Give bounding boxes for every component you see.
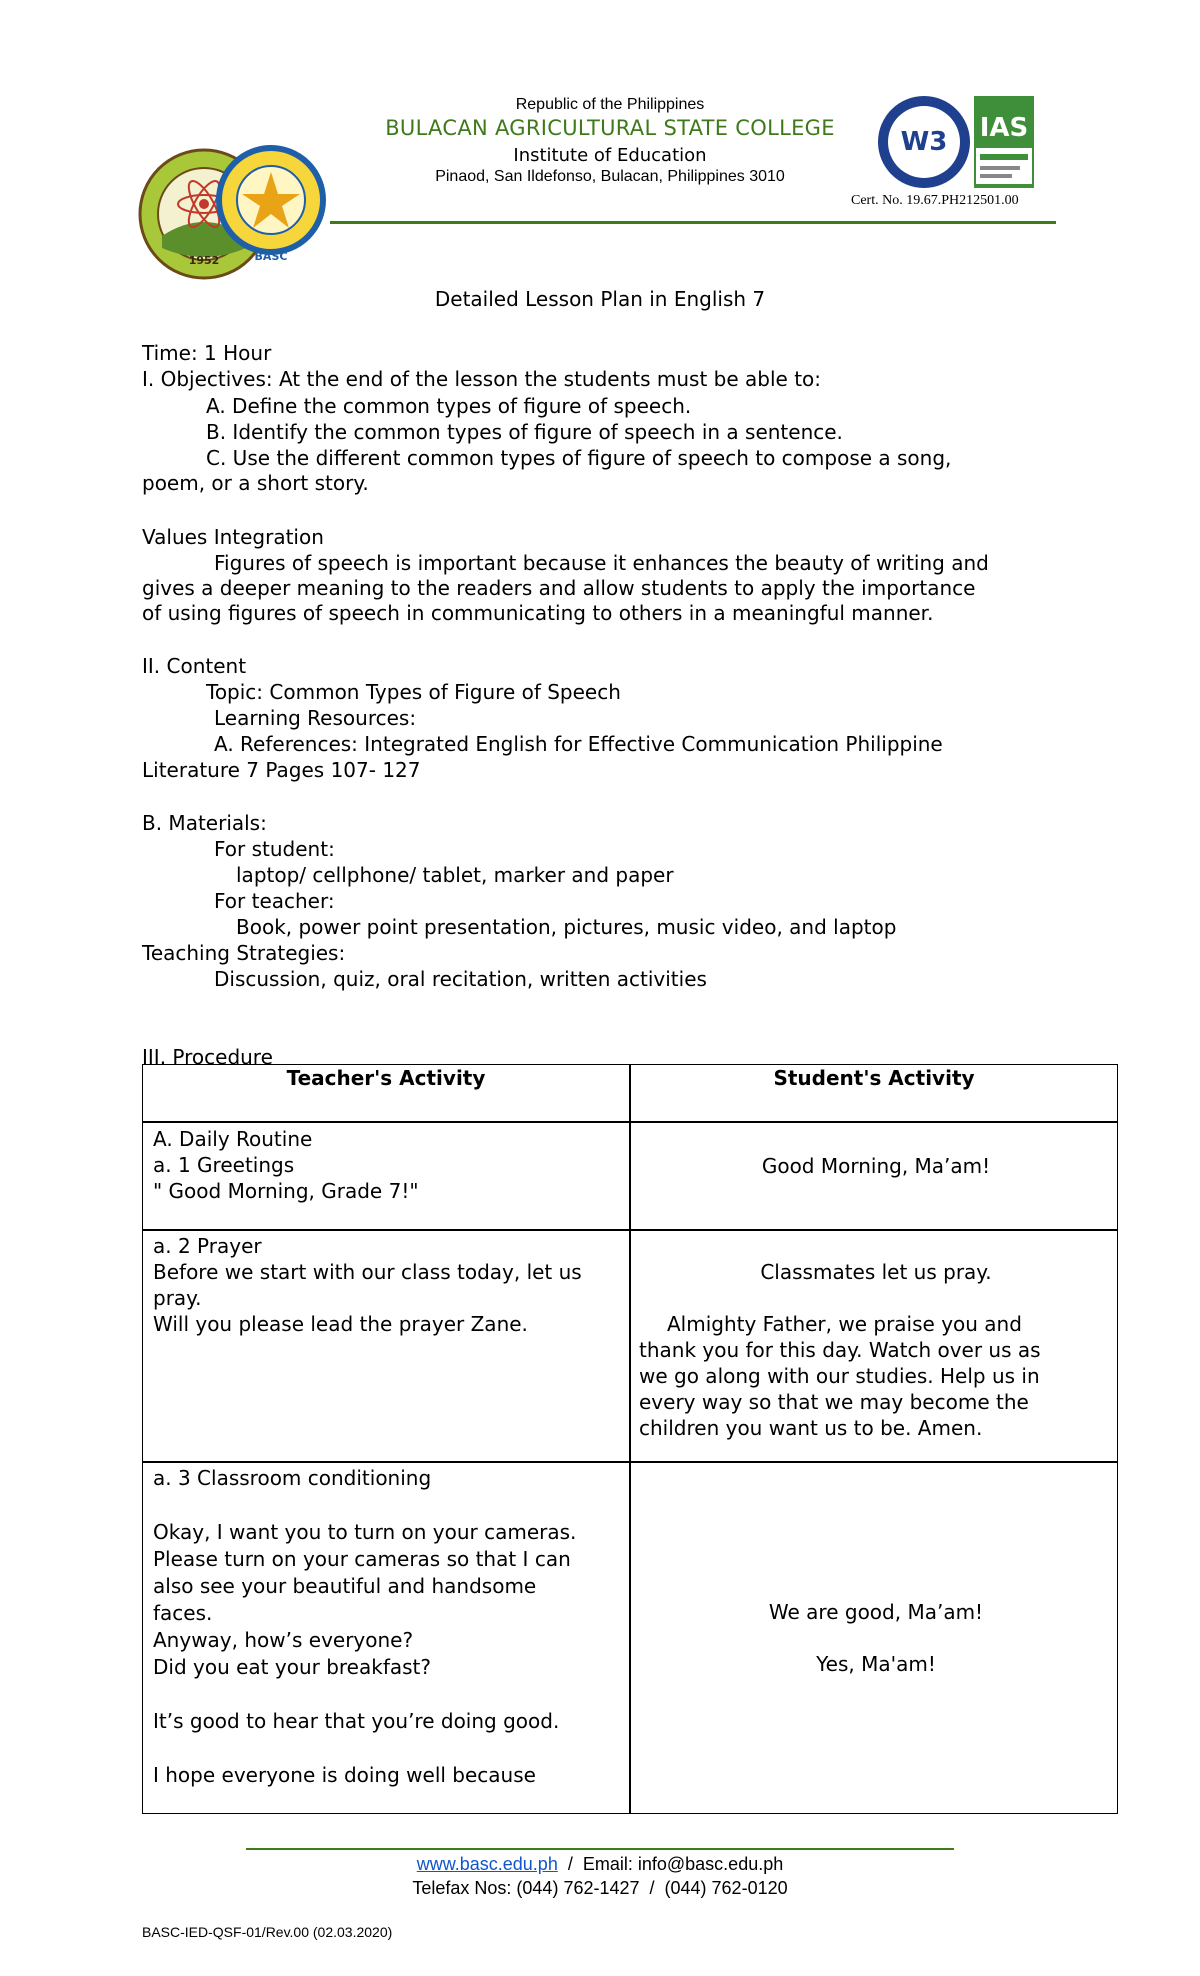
objective-item-continued: poem, or a short story.	[142, 471, 369, 495]
teacher-line: Before we start with our class today, let us	[153, 1260, 582, 1284]
procedure-heading: III. Procedure	[142, 1045, 273, 1069]
teacher-line: faces.	[153, 1601, 213, 1625]
values-heading: Values Integration	[142, 525, 324, 549]
teacher-line: pray.	[153, 1286, 202, 1310]
teacher-materials: Book, power point presentation, pictures, music video, and laptop	[236, 915, 897, 939]
student-response: Yes, Ma'am!	[816, 1652, 936, 1676]
teacher-line	[153, 1681, 623, 1708]
materials-heading: B. Materials:	[142, 811, 267, 835]
footer-separator: /	[557, 1854, 583, 1874]
seal2-text: BASC	[254, 250, 288, 263]
prayer-line: Almighty Father, we praise you and	[667, 1312, 1022, 1336]
teacher-line	[153, 1492, 623, 1519]
header-college-name: BULACAN AGRICULTURAL STATE COLLEGE	[385, 116, 835, 140]
table-row-teacher	[153, 1233, 623, 1337]
teacher-line: Anyway, how’s everyone?	[153, 1628, 414, 1652]
website-link[interactable]: www.basc.edu.ph	[416, 1854, 558, 1874]
teacher-line: also see your beautiful and handsome	[153, 1574, 537, 1598]
prayer-line: every way so that we may become the	[639, 1390, 1029, 1414]
teacher-line: Will you please lead the prayer Zane.	[153, 1312, 528, 1336]
procedure-table	[142, 1064, 1118, 1814]
teacher-line: Please turn on your cameras so that I can	[153, 1547, 571, 1571]
teacher-line: a. 1 Greetings	[153, 1153, 295, 1177]
prayer-line: children you want us to be. Amen.	[639, 1416, 983, 1440]
table-row-teacher	[153, 1465, 623, 1789]
content-heading: II. Content	[142, 654, 247, 678]
certificate-number: Cert. No. 19.67.PH212501.00	[851, 193, 1019, 208]
prayer-line: we go along with our studies. Help us in	[639, 1364, 1040, 1388]
teacher-activity-header: Teacher's Activity	[286, 1066, 486, 1090]
references: A. References: Integrated English for Effective Communication Philippine	[214, 732, 943, 756]
student-activity-header: Student's Activity	[773, 1066, 975, 1090]
footer-contact	[0, 1854, 1200, 1875]
prayer-line: thank you for this day. Watch over us as	[639, 1338, 1041, 1362]
teacher-line: " Good Morning, Grade 7!"	[153, 1179, 419, 1203]
student-prayer-intro: Classmates let us pray.	[760, 1260, 992, 1284]
student-materials: laptop/ cellphone/ tablet, marker and paper	[236, 863, 674, 887]
seal-year: 1952	[188, 254, 220, 267]
values-line: Figures of speech is important because it enhances the beauty of writing and	[214, 551, 989, 575]
student-response: Good Morning, Ma’am!	[761, 1154, 991, 1178]
header-republic: Republic of the Philippines	[515, 96, 705, 113]
footer-email: Email: info@basc.edu.ph	[582, 1854, 784, 1874]
teacher-line: a. 2 Prayer	[153, 1234, 262, 1258]
teacher-line: A. Daily Routine	[153, 1127, 313, 1151]
teacher-line: It’s good to hear that you’re doing good.	[153, 1709, 560, 1733]
document-title: Detailed Lesson Plan in English 7	[434, 287, 766, 311]
topic: Topic: Common Types of Figure of Speech	[206, 680, 621, 704]
values-line: gives a deeper meaning to the readers and allow students to apply the importance	[142, 576, 976, 600]
iso-ias-certification-logo	[876, 92, 1036, 192]
svg-text:W3: W3	[900, 127, 948, 157]
header-address: Pinaod, San Ildefonso, Bulacan, Philippines 3010	[435, 168, 785, 185]
values-line: of using figures of speech in communicating to others in a meaningful manner.	[142, 601, 934, 625]
teacher-line: Did you eat your breakfast?	[153, 1655, 431, 1679]
teacher-line: Okay, I want you to turn on your cameras.	[153, 1520, 577, 1544]
strategies-heading: Teaching Strategies:	[142, 941, 346, 965]
student-response: We are good, Ma’am!	[768, 1600, 984, 1624]
objective-item: A. Define the common types of figure of speech.	[206, 394, 692, 418]
header-institute: Institute of Education	[513, 145, 707, 166]
learning-resources-heading: Learning Resources:	[214, 706, 417, 730]
for-teacher-heading: For teacher:	[214, 889, 335, 913]
student-prayer	[639, 1311, 1109, 1441]
strategies: Discussion, quiz, oral recitation, written activities	[214, 967, 707, 991]
for-student-heading: For student:	[214, 837, 335, 861]
table-row-teacher	[153, 1126, 623, 1204]
teacher-line: I hope everyone is doing well because	[153, 1763, 536, 1787]
objective-item: C. Use the different common types of figure of speech to compose a song,	[206, 446, 952, 470]
form-code: BASC-IED-QSF-01/Rev.00 (02.03.2020)	[142, 1924, 393, 1940]
footer-telefax: Telefax Nos: (044) 762-1427 / (044) 762-0120	[412, 1878, 788, 1898]
objective-item: B. Identify the common types of figure of speech in a sentence.	[206, 420, 843, 444]
objectives-heading: I. Objectives: At the end of the lesson the students must be able to:	[142, 367, 822, 391]
time-allotment: Time: 1 Hour	[142, 341, 272, 365]
svg-text:IAS: IAS	[979, 113, 1029, 143]
header-divider	[330, 221, 1056, 224]
teacher-line	[153, 1735, 623, 1762]
references-continued: Literature 7 Pages 107- 127	[142, 758, 421, 782]
teacher-line: a. 3 Classroom conditioning	[153, 1466, 432, 1490]
footer-divider	[246, 1848, 954, 1850]
